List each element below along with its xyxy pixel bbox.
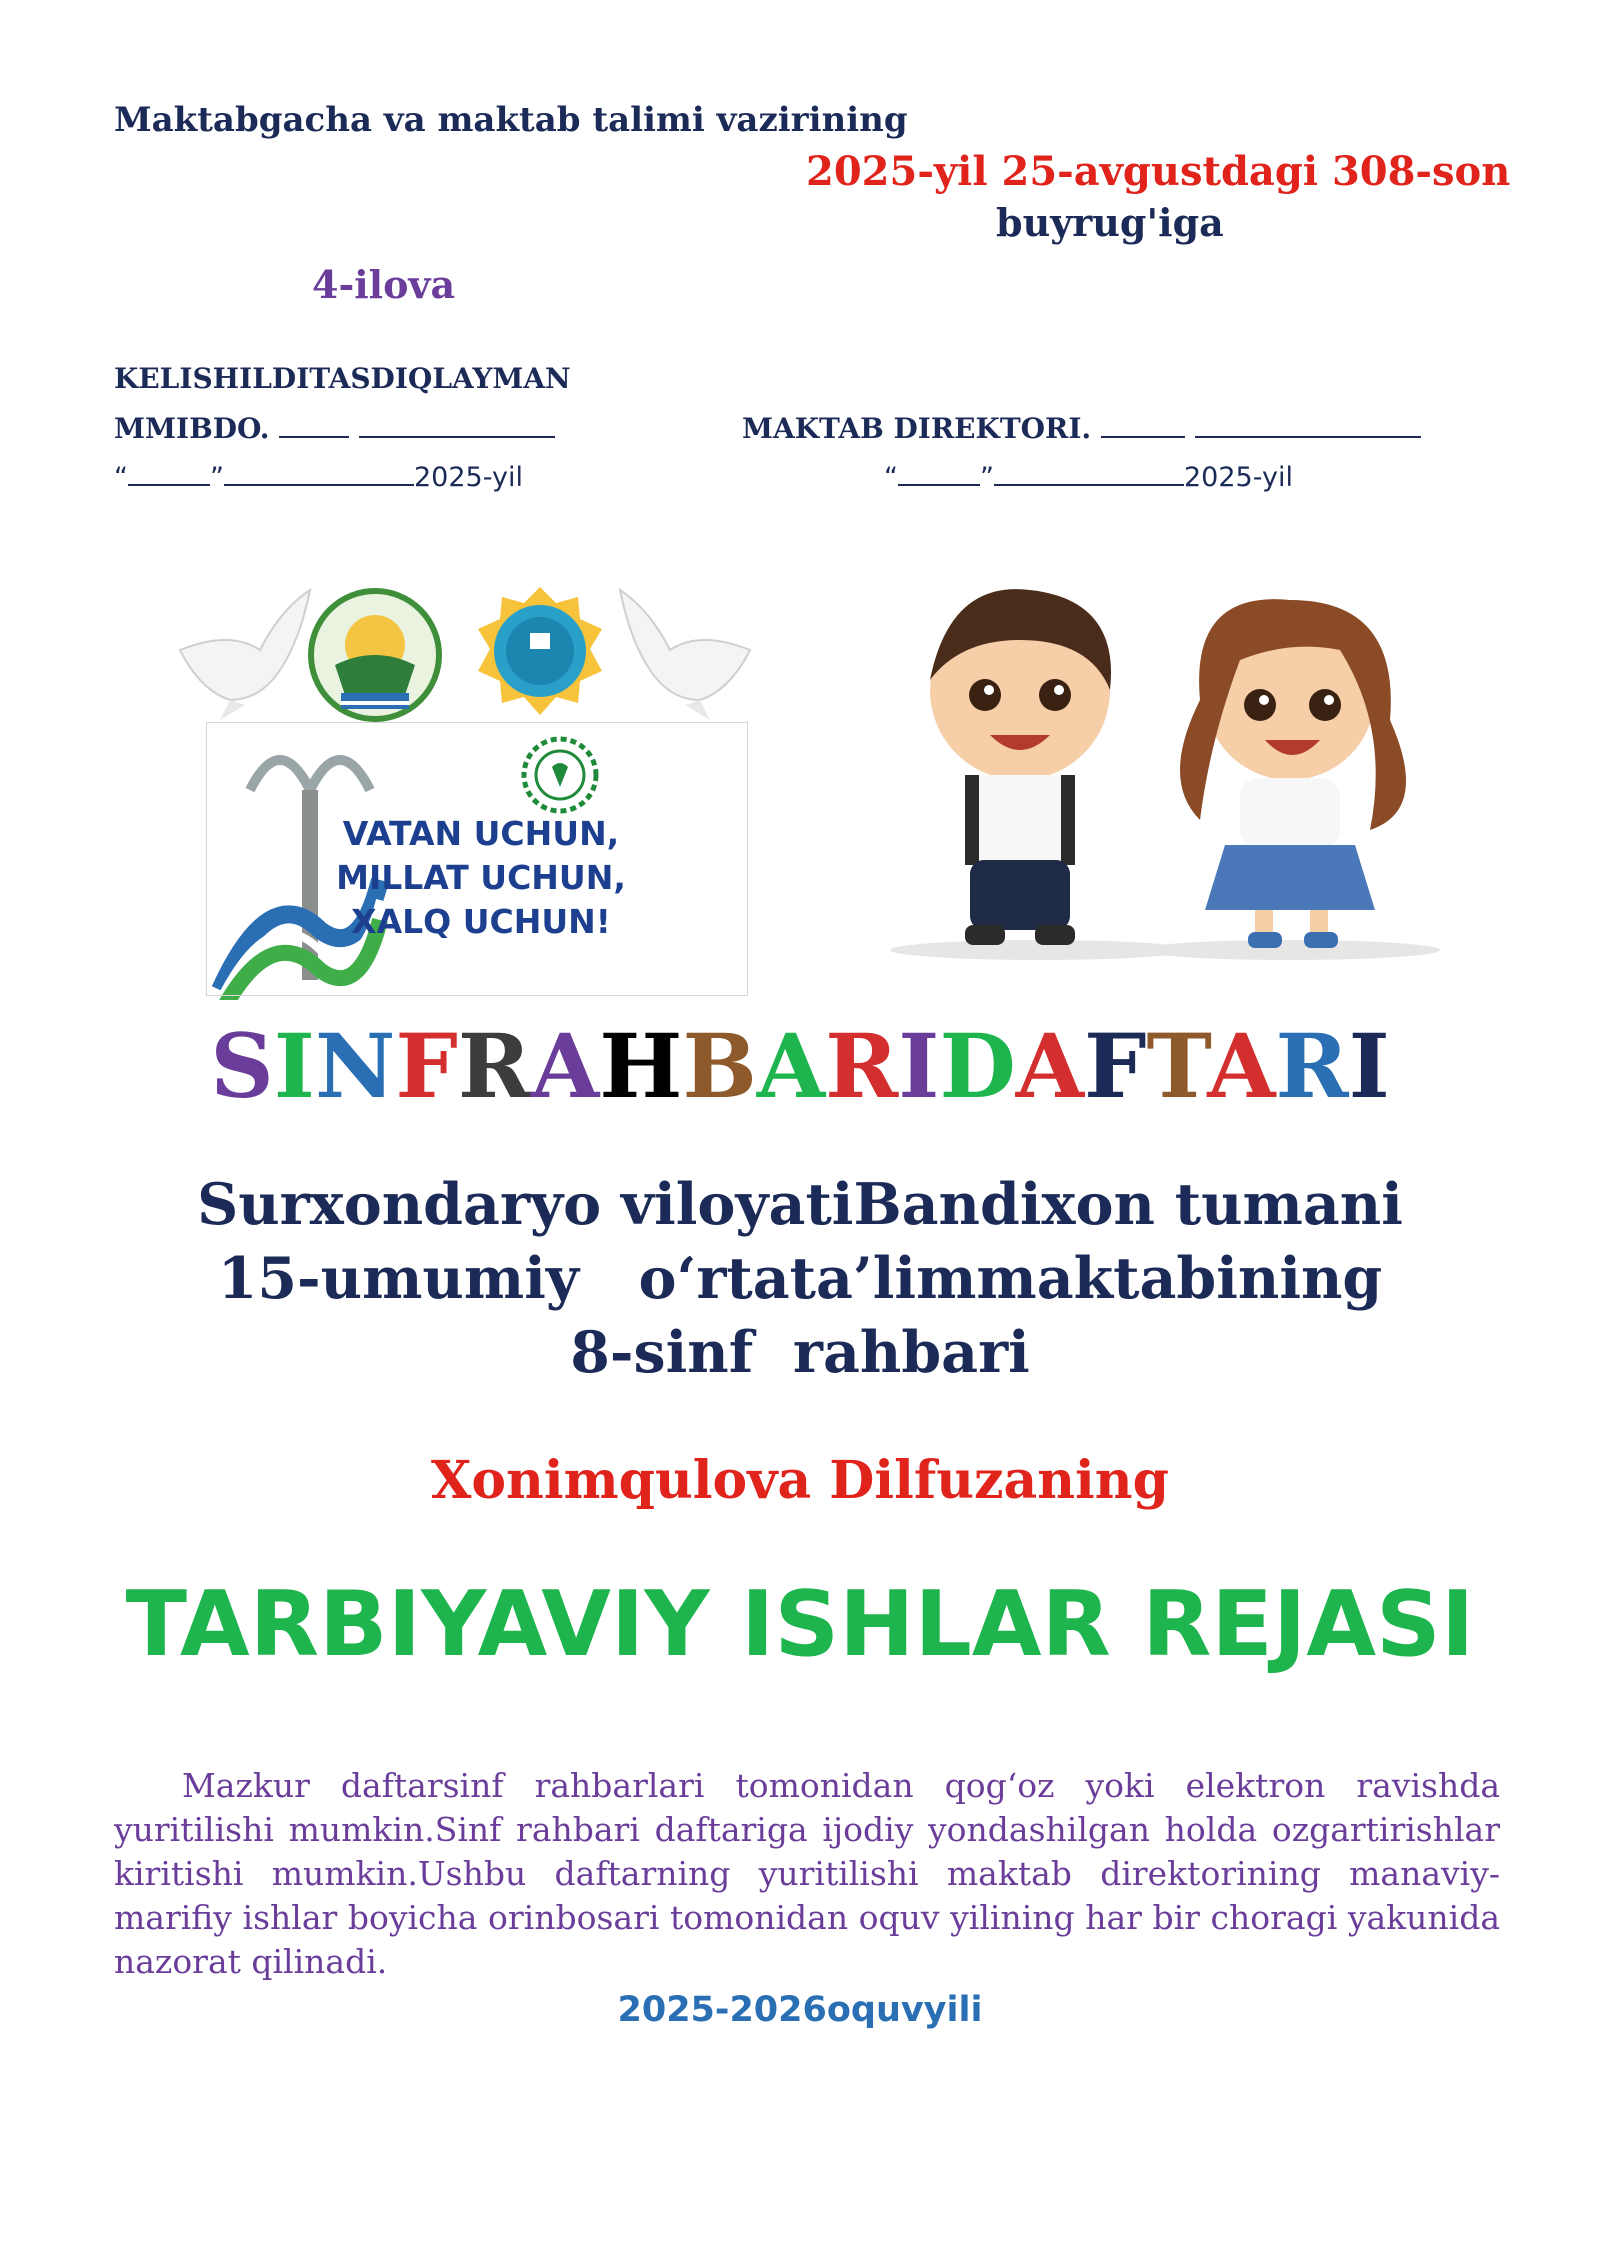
description-paragraph: Mazkur daftarsinf rahbarlari tomonidan qog‘oz yoki elektron ravishda yuritilishi mumkin.Sinf rahbari daftariga ijodiy yondashilgan holda ozgartirishlar kiritishi mumkin.Ushbu daftarning yuritilishi maktab direktorining manaviy-marifiy ishlar boyicha orinbosari tomonidan oquv yilining har bir choragi yakunida nazorat qilinadi.	[114, 1766, 1500, 1981]
order-date: 2025-yil 25-avgustdagi 308-son	[806, 148, 1511, 195]
title-letter: F	[1084, 1014, 1147, 1118]
left-date-line	[114, 462, 523, 493]
quote-open: “	[114, 462, 128, 493]
quote-close: ”	[980, 462, 994, 493]
dove-icon	[180, 590, 310, 720]
title-letter: H	[599, 1014, 683, 1118]
year-label: 2025-yil	[1184, 462, 1293, 493]
approval-heading: KELISHILDITASDIQLAYMAN	[114, 362, 571, 395]
school-line: 15-umumiy o‘rtata’limmaktabining	[217, 1245, 1383, 1312]
school-year: 2025-2026oquvyili	[617, 1990, 983, 2030]
school-line: 8-sinf rahbari	[570, 1319, 1030, 1386]
month-blank	[224, 462, 414, 486]
dove-icon	[620, 590, 750, 720]
title-letter: A	[756, 1014, 826, 1118]
title-letter: I	[898, 1014, 940, 1118]
children-illustration-icon	[890, 589, 1440, 960]
title-letter: A	[531, 1014, 600, 1118]
title-letter: A	[1207, 1014, 1276, 1118]
signature-blank	[1195, 412, 1421, 438]
mmibdo-label: MMIBDO.	[114, 412, 270, 445]
year-label: 2025-yil	[414, 462, 523, 493]
slogan-line: MILLAT UCHUN,	[336, 858, 626, 897]
month-blank	[994, 462, 1184, 486]
title-letter: N	[314, 1014, 396, 1118]
state-emblem-icon	[311, 591, 439, 719]
day-blank	[898, 462, 980, 486]
ministry-line: Maktabgacha va maktab talimi vazirining	[114, 100, 908, 140]
title-letter: S	[210, 1014, 274, 1118]
mmibdo-signature-line	[114, 412, 555, 445]
signature-blank	[279, 412, 349, 438]
order-word: buyrug'iga	[996, 200, 1224, 245]
right-date-line	[884, 462, 1293, 493]
ministry-seal-icon	[478, 587, 602, 715]
signature-blank	[359, 412, 555, 438]
title-letter: B	[682, 1014, 757, 1118]
title-letter: F	[395, 1014, 458, 1118]
school-block	[0, 1168, 1600, 1390]
slogan-line: XALQ UCHUN!	[351, 902, 611, 941]
main-title	[0, 1014, 1600, 1118]
day-blank	[128, 462, 210, 486]
title-letter: R	[1275, 1014, 1349, 1118]
slogan-text	[226, 812, 736, 944]
title-letter: I	[1348, 1014, 1390, 1118]
director-label: MAKTAB DIREKTORI.	[742, 412, 1092, 445]
appendix-label: 4-ilova	[312, 262, 456, 307]
signature-blank	[1101, 412, 1185, 438]
title-letter: T	[1146, 1014, 1208, 1118]
quote-close: ”	[210, 462, 224, 493]
school-line: Surxondaryo viloyatiBandixon tumani	[197, 1171, 1403, 1238]
quote-open: “	[884, 462, 898, 493]
director-signature-line	[742, 412, 1421, 445]
title-letter: A	[1015, 1014, 1085, 1118]
title-letter: D	[939, 1014, 1016, 1118]
title-letter: I	[273, 1014, 315, 1118]
plan-title: TARBIYAVIY ISHLAR REJASI	[125, 1572, 1475, 1677]
teacher-name: Xonimqulova Dilfuzaning	[431, 1450, 1169, 1511]
title-letter: R	[825, 1014, 899, 1118]
slogan-line: VATAN UCHUN,	[342, 814, 620, 853]
title-letter: R	[457, 1014, 532, 1118]
